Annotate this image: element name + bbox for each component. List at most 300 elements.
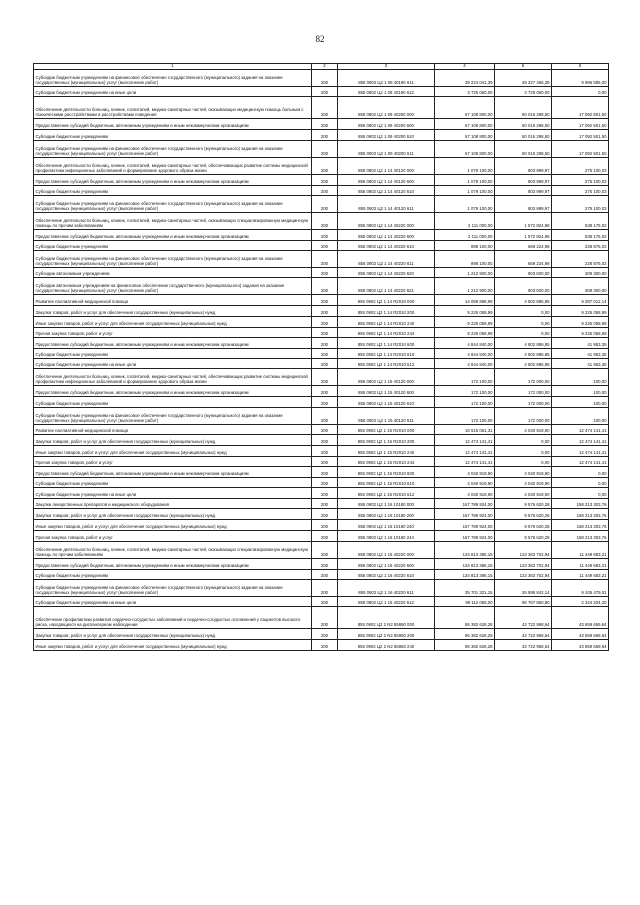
executed-amount-cell: 42 722 968,64 <box>495 607 552 629</box>
budget-classification-cell: 855 0902 Ц2 2 N2 55860 000 <box>338 607 435 629</box>
line-code-cell: 200 <box>312 337 338 348</box>
expense-name-cell: Обеспечение деятельности больниц, клиник, госпиталей, медико-санитарных частей, обеспечивающих развитие системы медицинской профилактики инфекционных заболеваний и формирование здорового образа жизни <box>34 157 312 174</box>
approved-amount-cell: 1 079 100,00 <box>435 174 495 185</box>
executed-amount-cell: 9 576 620,28 <box>495 530 552 541</box>
expense-name-cell: Субсидии бюджетным учреждениям на финансовое обеспечение государственного (муниципального) задания на оказание государственных (муниципальных) услуг (выполнение работ) <box>34 195 312 212</box>
column-number-cell: 4 <box>435 64 495 70</box>
unexecuted-amount-cell: 9 287 012,14 <box>552 295 609 305</box>
executed-amount-cell: 1 572 824,98 <box>495 229 552 240</box>
executed-amount-cell: 123 363 702,94 <box>495 569 552 579</box>
line-code-cell: 200 <box>312 240 338 250</box>
approved-amount-cell: 2 111 000,00 <box>435 229 495 240</box>
unexecuted-amount-cell: 9 105 479,01 <box>552 580 609 597</box>
executed-amount-cell: 0,00 <box>495 327 552 337</box>
executed-amount-cell: 123 363 702,94 <box>495 558 552 569</box>
budget-execution-table <box>33 63 609 651</box>
expense-name-cell: Иные закупки товаров, работ и услуг для обеспечения государственных (муниципальных) нужд <box>34 445 312 456</box>
approved-amount-cell: 4 844 840,00 <box>435 337 495 348</box>
table-row <box>34 607 609 629</box>
unexecuted-amount-cell: 17 092 501,50 <box>552 140 609 157</box>
expense-name-cell: Иные закупки товаров, работ и услуг для обеспечения государственных (муниципальных) нужд <box>34 316 312 327</box>
expense-name-cell: Субсидии бюджетным учреждениям на иные цели <box>34 597 312 607</box>
expense-name-cell: Закупка товаров, работ и услуг для обеспечения государственных (муниципальных) нужд <box>34 629 312 640</box>
budget-classification-cell: 855 0902 Ц2 1 14 40220 610 <box>338 240 435 250</box>
table-row <box>34 130 609 140</box>
approved-amount-cell: 167 789 924,00 <box>435 519 495 530</box>
line-code-cell: 200 <box>312 640 338 651</box>
approved-amount-cell: 1 079 100,00 <box>435 185 495 195</box>
unexecuted-amount-cell: 275 100,03 <box>552 174 609 185</box>
expense-name-cell: Предоставление субсидий бюджетным, автономным учреждениям и иным некоммерческим организациям <box>34 229 312 240</box>
table-row <box>34 337 609 348</box>
budget-classification-cell: 855 0902 Ц2 1 14 R2010 000 <box>338 295 435 305</box>
expense-name-cell: Развитие паллиативной медицинской помощи <box>34 424 312 434</box>
unexecuted-amount-cell: 11 449 683,21 <box>552 541 609 558</box>
budget-classification-cell: 855 0902 Ц2 1 15 R2010 240 <box>338 445 435 456</box>
approved-amount-cell: 172 100,00 <box>435 397 495 407</box>
line-code-cell: 200 <box>312 316 338 327</box>
unexecuted-amount-cell: 17 092 501,50 <box>552 119 609 130</box>
approved-amount-cell: 9 225 058,99 <box>435 327 495 337</box>
line-code-cell: 200 <box>312 508 338 519</box>
unexecuted-amount-cell: 11 449 683,21 <box>552 569 609 579</box>
expense-name-cell: Прочая закупка товаров, работ и услуг <box>34 530 312 541</box>
budget-classification-cell: 855 0902 Ц2 1 14 R2010 612 <box>338 359 435 369</box>
expense-name-cell: Субсидии бюджетным учреждениям на иные цели <box>34 488 312 498</box>
executed-amount-cell: 803 999,97 <box>495 185 552 195</box>
approved-amount-cell: 39 224 041,39 <box>435 70 495 87</box>
line-code-cell: 200 <box>312 519 338 530</box>
table-row <box>34 240 609 250</box>
expense-name-cell: Закупка товаров, работ и услуг для обеспечения государственных (муниципальных) нужд <box>34 305 312 316</box>
approved-amount-cell: 2 111 000,00 <box>435 212 495 229</box>
line-code-cell: 200 <box>312 348 338 358</box>
table-row <box>34 369 609 386</box>
expense-name-cell: Субсидии бюджетным учреждениям <box>34 348 312 358</box>
line-code-cell: 200 <box>312 407 338 424</box>
expense-name-cell: Обеспечение деятельности больниц, клиник, госпиталей, медико-санитарных частей, оказывающих специализированную медицинскую помощь по прочим заболеваниям <box>34 212 312 229</box>
expense-name-cell: Субсидии бюджетным учреждениям <box>34 240 312 250</box>
executed-amount-cell: 4 802 886,85 <box>495 337 552 348</box>
line-code-cell: 200 <box>312 558 338 569</box>
expense-name-cell: Субсидии бюджетным учреждениям на финансовое обеспечение государственного (муниципального) задания на оказание государственных (муниципальных) услуг (выполнение работ) <box>34 407 312 424</box>
executed-amount-cell: 0,00 <box>495 316 552 327</box>
line-code-cell: 200 <box>312 569 338 579</box>
executed-amount-cell: 903 600,00 <box>495 278 552 295</box>
expense-name-cell: Закупки лекарственных препаратов и медицинского оборудования <box>34 498 312 508</box>
table-row <box>34 327 609 337</box>
unexecuted-amount-cell: 158 213 303,76 <box>552 508 609 519</box>
unexecuted-amount-cell: 228 875,02 <box>552 251 609 268</box>
unexecuted-amount-cell: 228 875,02 <box>552 240 609 250</box>
budget-classification-cell: 855 0902 Ц2 1 09 40200 610 <box>338 130 435 140</box>
executed-amount-cell: 4 040 919,90 <box>495 478 552 488</box>
approved-amount-cell: 86 382 628,28 <box>435 640 495 651</box>
table-row <box>34 580 609 597</box>
unexecuted-amount-cell: 538 175,02 <box>552 212 609 229</box>
unexecuted-amount-cell: 309 300,00 <box>552 278 609 295</box>
budget-classification-cell: 855 0902 Ц2 1 15 R2010 610 <box>338 478 435 488</box>
line-code-cell: 200 <box>312 229 338 240</box>
table-row <box>34 305 609 316</box>
approved-amount-cell: 134 813 386,15 <box>435 541 495 558</box>
expense-name-cell: Субсидии бюджетным учреждениям на иные цели <box>34 87 312 97</box>
expense-name-cell: Обеспечение деятельности больниц, клиник, госпиталей, медико-санитарных частей, оказывающих специализированную медицинскую помощь по прочим заболеваниям <box>34 541 312 558</box>
approved-amount-cell: 4 040 919,90 <box>435 467 495 478</box>
executed-amount-cell: 3 725 060,00 <box>495 87 552 97</box>
executed-amount-cell: 803 999,97 <box>495 195 552 212</box>
approved-amount-cell: 9 225 058,99 <box>435 316 495 327</box>
table-row <box>34 640 609 651</box>
executed-amount-cell: 29 227 456,39 <box>495 70 552 87</box>
table-row <box>34 212 609 229</box>
unexecuted-amount-cell: 100,00 <box>552 386 609 397</box>
executed-amount-cell: 4 802 886,85 <box>495 295 552 305</box>
line-code-cell: 200 <box>312 530 338 541</box>
expense-name-cell: Предоставление субсидий бюджетным, автономным учреждениям и иным некоммерческим организациям <box>34 558 312 569</box>
approved-amount-cell: 12 474 141,41 <box>435 456 495 466</box>
executed-amount-cell: 50 016 298,50 <box>495 130 552 140</box>
budget-classification-cell: 855 0902 Ц2 1 14 40220 611 <box>338 251 435 268</box>
budget-classification-cell: 855 0902 Ц2 2 N2 55860 240 <box>338 640 435 651</box>
expense-name-cell: Субсидии бюджетным учреждениям на финансовое обеспечение государственного (муниципального) задания на оказание государственных (муниципальных) услуг (выполнение работ) <box>34 70 312 87</box>
unexecuted-amount-cell: 43 659 659,64 <box>552 629 609 640</box>
table-row <box>34 467 609 478</box>
line-code-cell: 200 <box>312 434 338 445</box>
unexecuted-amount-cell: 0,00 <box>552 488 609 498</box>
executed-amount-cell: 4 802 886,85 <box>495 348 552 358</box>
executed-amount-cell: 9 576 620,28 <box>495 498 552 508</box>
line-code-cell: 200 <box>312 369 338 386</box>
line-code-cell: 200 <box>312 157 338 174</box>
table-row <box>34 597 609 607</box>
approved-amount-cell: 1 079 100,00 <box>435 157 495 174</box>
approved-amount-cell: 12 474 141,41 <box>435 434 495 445</box>
expense-name-cell: Обеспечение деятельности больниц, клиник, госпиталей, медико-санитарных частей, обеспечивающих развитие системы медицинской профилактики инфекционных заболеваний и формирование здорового образа жизни <box>34 369 312 386</box>
unexecuted-amount-cell: 309 300,00 <box>552 268 609 278</box>
approved-amount-cell: 167 789 924,00 <box>435 530 495 541</box>
unexecuted-amount-cell: 100,00 <box>552 397 609 407</box>
executed-amount-cell: 4 802 886,85 <box>495 359 552 369</box>
line-code-cell: 200 <box>312 397 338 407</box>
unexecuted-amount-cell: 9 225 058,99 <box>552 316 609 327</box>
approved-amount-cell: 1 079 100,00 <box>435 195 495 212</box>
line-code-cell: 200 <box>312 541 338 558</box>
line-code-cell: 200 <box>312 140 338 157</box>
expense-name-cell: Субсидии бюджетным учреждениям на финансовое обеспечение государственного (муниципального) задания на оказание государственных (муниципальных) услуг (выполнение работ) <box>34 140 312 157</box>
line-code-cell: 200 <box>312 498 338 508</box>
line-code-cell: 200 <box>312 278 338 295</box>
line-code-cell: 200 <box>312 119 338 130</box>
approved-amount-cell: 67 108 800,00 <box>435 140 495 157</box>
table-row <box>34 174 609 185</box>
table-row <box>34 530 609 541</box>
unexecuted-amount-cell: 11 449 683,21 <box>552 558 609 569</box>
budget-classification-cell: 855 0902 Ц2 1 16 40220 612 <box>338 597 435 607</box>
budget-classification-cell: 855 0902 Ц2 1 14 40120 611 <box>338 195 435 212</box>
budget-classification-cell: 855 0902 Ц2 1 14 40120 610 <box>338 185 435 195</box>
line-code-cell: 200 <box>312 130 338 140</box>
unexecuted-amount-cell: 275 100,03 <box>552 185 609 195</box>
line-code-cell: 200 <box>312 359 338 369</box>
table-row <box>34 278 609 295</box>
table-row <box>34 397 609 407</box>
table-row <box>34 629 609 640</box>
approved-amount-cell: 99 112 065,00 <box>435 597 495 607</box>
budget-classification-cell: 855 0902 Ц2 1 16 40220 600 <box>338 558 435 569</box>
line-code-cell: 200 <box>312 87 338 97</box>
unexecuted-amount-cell: 275 100,03 <box>552 195 609 212</box>
expense-name-cell: Закупка товаров, работ и услуг для обеспечения государственных (муниципальных) нужд <box>34 508 312 519</box>
approved-amount-cell: 4 040 919,90 <box>435 488 495 498</box>
executed-amount-cell: 803 999,97 <box>495 174 552 185</box>
table-row <box>34 70 609 87</box>
executed-amount-cell: 42 722 968,64 <box>495 629 552 640</box>
expense-name-cell: Обеспечение деятельности больниц, клиник, госпиталей, медико-санитарных частей, оказывающих медицинскую помощь больным с психическими расстройствами и расстройствами поведения <box>34 97 312 119</box>
executed-amount-cell: 0,00 <box>495 445 552 456</box>
budget-classification-cell: 855 0902 Ц2 1 08 40190 611 <box>338 70 435 87</box>
executed-amount-cell: 26 595 842,14 <box>495 580 552 597</box>
approved-amount-cell: 67 108 800,00 <box>435 130 495 140</box>
budget-classification-cell: 855 0902 Ц2 1 16 40220 611 <box>338 580 435 597</box>
unexecuted-amount-cell: 41 953,35 <box>552 359 609 369</box>
unexecuted-amount-cell: 0,00 <box>552 478 609 488</box>
budget-classification-cell: 855 0902 Ц2 1 09 40200 000 <box>338 97 435 119</box>
line-code-cell: 200 <box>312 467 338 478</box>
table-row <box>34 519 609 530</box>
expense-name-cell: Субсидии бюджетным учреждениям на финансовое обеспечение государственного (муниципального) задания на оказание государственных (муниципальных) услуг (выполнение работ) <box>34 251 312 268</box>
approved-amount-cell: 86 382 628,28 <box>435 629 495 640</box>
table-row <box>34 157 609 174</box>
expense-name-cell: Предоставление субсидий бюджетным, автономным учреждениям и иным некоммерческим организациям <box>34 386 312 397</box>
expense-name-cell: Субсидии автономным учреждениям на финансовое обеспечение государственного (муниципального) задания на оказание государственных (муниципальных) услуг (выполнение работ) <box>34 278 312 295</box>
approved-amount-cell: 167 789 924,00 <box>435 508 495 519</box>
unexecuted-amount-cell: 17 092 501,50 <box>552 97 609 119</box>
unexecuted-amount-cell: 0,00 <box>552 467 609 478</box>
budget-classification-cell: 855 0902 Ц2 2 N2 55860 200 <box>338 629 435 640</box>
executed-amount-cell: 172 000,00 <box>495 407 552 424</box>
table-row <box>34 348 609 358</box>
column-number-cell: 1 <box>34 64 312 70</box>
table-row <box>34 185 609 195</box>
table-row <box>34 541 609 558</box>
approved-amount-cell: 172 100,00 <box>435 407 495 424</box>
line-code-cell: 200 <box>312 580 338 597</box>
table-row <box>34 251 609 268</box>
executed-amount-cell: 4 040 919,90 <box>495 467 552 478</box>
budget-classification-cell: 855 0902 Ц2 1 16 10180 200 <box>338 508 435 519</box>
approved-amount-cell: 167 789 924,00 <box>435 498 495 508</box>
budget-classification-cell: 855 0902 Ц2 1 16 40220 000 <box>338 541 435 558</box>
line-code-cell: 200 <box>312 185 338 195</box>
approved-amount-cell: 67 108 800,00 <box>435 119 495 130</box>
table-row <box>34 558 609 569</box>
unexecuted-amount-cell: 17 092 501,50 <box>552 130 609 140</box>
table-row <box>34 508 609 519</box>
budget-classification-cell: 855 0902 Ц2 1 16 40220 610 <box>338 569 435 579</box>
table-body <box>34 64 609 651</box>
budget-classification-cell: 855 0902 Ц2 1 16 10180 244 <box>338 530 435 541</box>
table-row <box>34 316 609 327</box>
budget-classification-cell: 855 0902 Ц2 1 15 R2010 600 <box>338 467 435 478</box>
approved-amount-cell: 86 382 628,28 <box>435 607 495 629</box>
expense-name-cell: Субсидии автономным учреждениям <box>34 268 312 278</box>
expense-name-cell: Прочая закупка товаров, работ и услуг <box>34 456 312 466</box>
line-code-cell: 200 <box>312 386 338 397</box>
table-row <box>34 87 609 97</box>
expense-name-cell: Предоставление субсидий бюджетным, автономным учреждениям и иным некоммерческим организациям <box>34 119 312 130</box>
approved-amount-cell: 134 813 386,15 <box>435 569 495 579</box>
column-number-cell: 6 <box>552 64 609 70</box>
unexecuted-amount-cell: 9 996 585,00 <box>552 70 609 87</box>
line-code-cell: 200 <box>312 251 338 268</box>
unexecuted-amount-cell: 275 100,03 <box>552 157 609 174</box>
executed-amount-cell: 172 000,00 <box>495 386 552 397</box>
line-code-cell: 200 <box>312 445 338 456</box>
budget-classification-cell: 855 0902 Ц2 1 15 R2010 244 <box>338 456 435 466</box>
approved-amount-cell: 172 100,00 <box>435 386 495 397</box>
budget-classification-cell: 855 0902 Ц2 1 16 10180 240 <box>338 519 435 530</box>
executed-amount-cell: 1 572 824,98 <box>495 212 552 229</box>
approved-amount-cell: 1 212 900,00 <box>435 278 495 295</box>
approved-amount-cell: 898 100,00 <box>435 240 495 250</box>
executed-amount-cell: 50 016 298,50 <box>495 119 552 130</box>
budget-classification-cell: 855 0902 Ц2 1 14 R2010 240 <box>338 316 435 327</box>
expense-name-cell: Предоставление субсидий бюджетным, автономным учреждениям и иным некоммерческим организациям <box>34 174 312 185</box>
executed-amount-cell: 172 000,00 <box>495 369 552 386</box>
budget-classification-cell: 855 0902 Ц2 1 09 40200 600 <box>338 119 435 130</box>
executed-amount-cell: 0,00 <box>495 456 552 466</box>
approved-amount-cell: 9 225 058,99 <box>435 305 495 316</box>
budget-classification-cell: 855 0902 Ц2 1 14 R2010 610 <box>338 348 435 358</box>
unexecuted-amount-cell: 100,00 <box>552 407 609 424</box>
budget-classification-cell: 855 0902 Ц2 1 14 R2010 600 <box>338 337 435 348</box>
budget-classification-cell: 855 0902 Ц2 1 08 40190 612 <box>338 87 435 97</box>
executed-amount-cell: 50 016 298,50 <box>495 97 552 119</box>
approved-amount-cell: 35 701 321,15 <box>435 580 495 597</box>
line-code-cell: 200 <box>312 424 338 434</box>
line-code-cell: 200 <box>312 327 338 337</box>
line-code-cell: 200 <box>312 305 338 316</box>
executed-amount-cell: 96 767 860,80 <box>495 597 552 607</box>
executed-amount-cell: 903 600,00 <box>495 268 552 278</box>
expense-name-cell: Прочая закупка товаров, работ и услуг <box>34 327 312 337</box>
line-code-cell: 200 <box>312 212 338 229</box>
page-number: 82 <box>315 34 325 44</box>
table-row <box>34 434 609 445</box>
approved-amount-cell: 12 474 141,41 <box>435 445 495 456</box>
budget-classification-cell: 855 0902 Ц2 1 16 10180 000 <box>338 498 435 508</box>
line-code-cell: 200 <box>312 456 338 466</box>
executed-amount-cell: 669 224,98 <box>495 251 552 268</box>
column-number-cell: 5 <box>495 64 552 70</box>
budget-classification-cell: 855 0902 Ц2 1 14 40220 620 <box>338 268 435 278</box>
table-row <box>34 407 609 424</box>
expense-name-cell: Предоставление субсидий бюджетным, автономным учреждениям и иным некоммерческим организациям <box>34 337 312 348</box>
expense-name-cell: Субсидии бюджетным учреждениям <box>34 130 312 140</box>
approved-amount-cell: 4 844 840,00 <box>435 348 495 358</box>
unexecuted-amount-cell: 12 474 141,41 <box>552 445 609 456</box>
column-number-cell: 2 <box>312 64 338 70</box>
expense-name-cell: Предоставление субсидий бюджетным, автономным учреждениям и иным некоммерческим организациям <box>34 467 312 478</box>
line-code-cell: 200 <box>312 597 338 607</box>
expense-name-cell: Обеспечение профилактики развития сердечно-сосудистых заболеваний и сердечно-сосудистых осложнений у пациентов высокого риска, находящихся на диспансерном наблюдении <box>34 607 312 629</box>
expense-name-cell: Закупка товаров, работ и услуг для обеспечения государственных (муниципальных) нужд <box>34 434 312 445</box>
table-row <box>34 140 609 157</box>
unexecuted-amount-cell: 12 474 141,41 <box>552 424 609 434</box>
table-row <box>34 229 609 240</box>
table-row <box>34 569 609 579</box>
budget-classification-cell: 855 0902 Ц2 1 14 40220 600 <box>338 229 435 240</box>
line-code-cell: 200 <box>312 295 338 305</box>
approved-amount-cell: 16 515 061,31 <box>435 424 495 434</box>
line-code-cell: 200 <box>312 488 338 498</box>
table-row <box>34 268 609 278</box>
unexecuted-amount-cell: 2 344 204,20 <box>552 597 609 607</box>
expense-name-cell: Субсидии бюджетным учреждениям на финансовое обеспечение государственного (муниципального) задания на оказание государственных (муниципальных) услуг (выполнение работ) <box>34 580 312 597</box>
line-code-cell: 200 <box>312 607 338 629</box>
unexecuted-amount-cell: 0,00 <box>552 87 609 97</box>
executed-amount-cell: 123 363 702,94 <box>495 541 552 558</box>
budget-classification-cell: 855 0902 Ц2 1 15 40120 600 <box>338 386 435 397</box>
budget-classification-cell: 855 0902 Ц2 1 15 40120 000 <box>338 369 435 386</box>
executed-amount-cell: 0,00 <box>495 305 552 316</box>
table-row <box>34 97 609 119</box>
executed-amount-cell: 9 576 620,28 <box>495 508 552 519</box>
approved-amount-cell: 172 100,00 <box>435 369 495 386</box>
executed-amount-cell: 4 040 919,60 <box>495 424 552 434</box>
expense-name-cell: Субсидии бюджетным учреждениям <box>34 478 312 488</box>
executed-amount-cell: 803 999,97 <box>495 157 552 174</box>
unexecuted-amount-cell: 41 953,35 <box>552 348 609 358</box>
expense-name-cell: Иные закупки товаров, работ и услуг для обеспечения государственных (муниципальных) нужд <box>34 640 312 651</box>
column-number-cell: 3 <box>338 64 435 70</box>
unexecuted-amount-cell: 12 474 141,41 <box>552 434 609 445</box>
table-row <box>34 359 609 369</box>
expense-name-cell: Иные закупки товаров, работ и услуг для обеспечения государственных (муниципальных) нужд <box>34 519 312 530</box>
unexecuted-amount-cell: 158 213 303,76 <box>552 498 609 508</box>
budget-classification-cell: 855 0902 Ц2 1 15 40120 611 <box>338 407 435 424</box>
unexecuted-amount-cell: 538 175,02 <box>552 229 609 240</box>
table-row <box>34 295 609 305</box>
budget-classification-cell: 855 0902 Ц2 1 15 R2010 000 <box>338 424 435 434</box>
approved-amount-cell: 3 725 060,00 <box>435 87 495 97</box>
line-code-cell: 200 <box>312 70 338 87</box>
table-row <box>34 386 609 397</box>
unexecuted-amount-cell: 158 213 303,76 <box>552 530 609 541</box>
expense-name-cell: Субсидии бюджетным учреждениям <box>34 185 312 195</box>
line-code-cell: 200 <box>312 629 338 640</box>
budget-classification-cell: 855 0902 Ц2 1 14 40120 600 <box>338 174 435 185</box>
line-code-cell: 200 <box>312 478 338 488</box>
unexecuted-amount-cell: 41 953,35 <box>552 337 609 348</box>
budget-classification-cell: 855 0902 Ц2 1 15 40120 610 <box>338 397 435 407</box>
unexecuted-amount-cell: 9 225 058,99 <box>552 305 609 316</box>
approved-amount-cell: 898 100,00 <box>435 251 495 268</box>
budget-classification-cell: 855 0902 Ц2 1 15 R2010 200 <box>338 434 435 445</box>
unexecuted-amount-cell: 12 474 141,41 <box>552 456 609 466</box>
line-code-cell: 200 <box>312 97 338 119</box>
executed-amount-cell: 172 000,00 <box>495 397 552 407</box>
table-row <box>34 456 609 466</box>
unexecuted-amount-cell: 100,00 <box>552 369 609 386</box>
budget-classification-cell: 855 0902 Ц2 1 14 40220 000 <box>338 212 435 229</box>
approved-amount-cell: 1 212 900,00 <box>435 268 495 278</box>
executed-amount-cell: 669 224,98 <box>495 240 552 250</box>
line-code-cell: 200 <box>312 195 338 212</box>
table-row <box>34 478 609 488</box>
executed-amount-cell: 4 040 919,90 <box>495 488 552 498</box>
